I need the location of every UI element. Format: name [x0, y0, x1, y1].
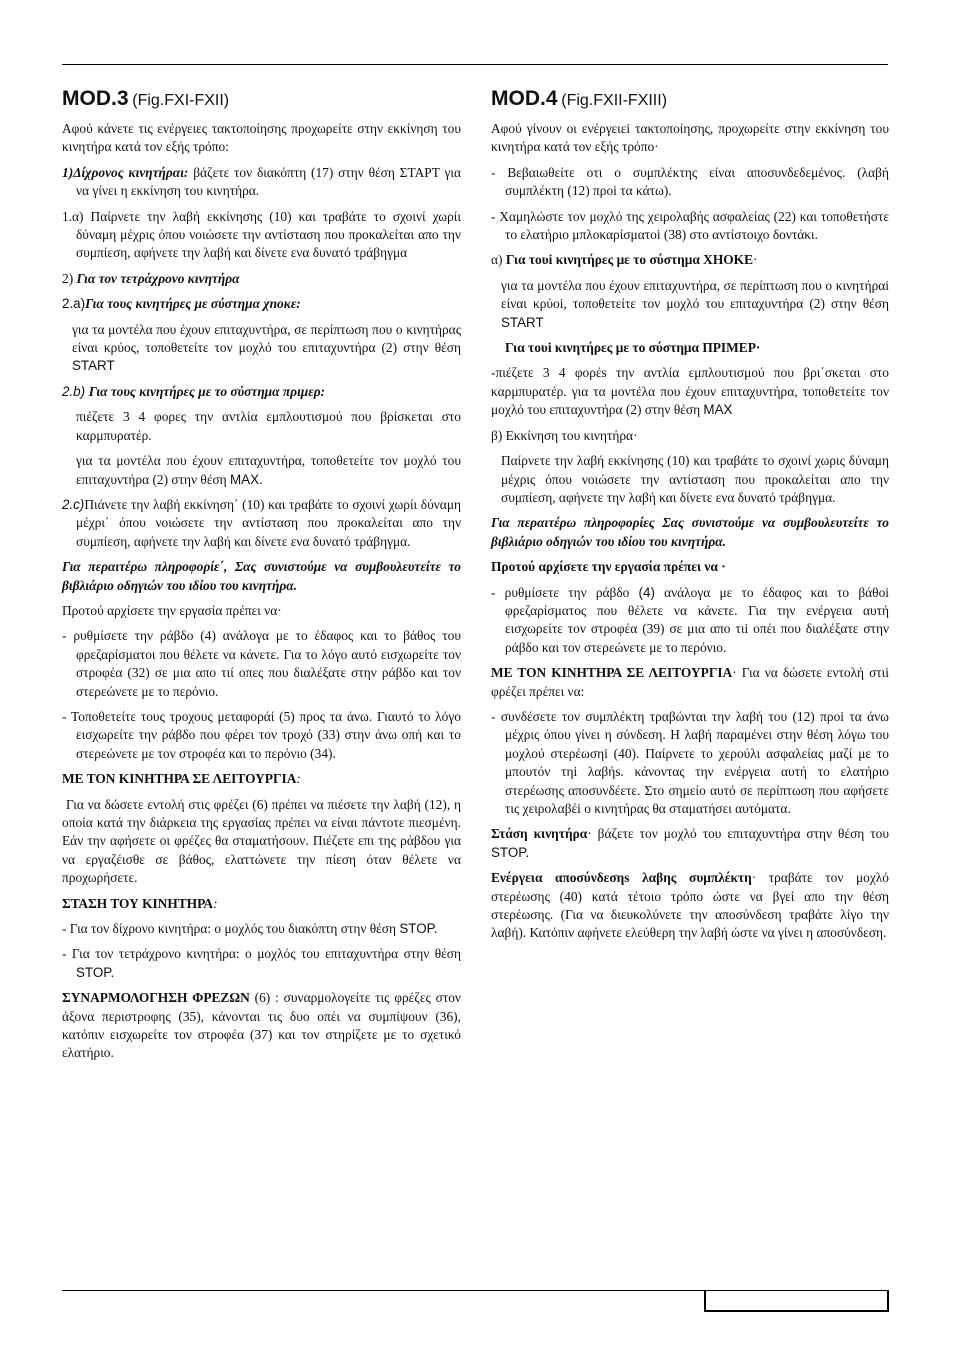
paragraph [62, 270, 461, 288]
paragraph: Προτού αρχίσετε την εργασία πρέπει να· [62, 602, 282, 618]
text: : [213, 895, 218, 911]
paragraph [62, 383, 461, 401]
text: STOP. [76, 964, 115, 980]
text: (6) : συναρμολογείτε τις φρέζες στον άξονα περιστροφης (35), κάνονται τις δυο οπέι να συμπίψουν (36), κατόπιν εισχωρείτε τον στροφέα (37) και τον στηρίζετε με το σχετικό ελατήριο. [62, 990, 461, 1061]
text: 2.c) [62, 496, 85, 512]
text: για τα μοντέλα που έχουν επιταχυντήρα, σε περίπτωση που ο κινητήρας είναι κρύος, τοποθετείτε τον μοχλό του επιταχυντήρα (2) στην θέση [72, 321, 461, 356]
paragraph: Για τουi κινητήρες με το σύστημα ΠΡΙΜΕΡ· [505, 340, 761, 356]
bold-lead: ΣΤΑΣΗ ΤΟΥ ΚΙΝΗΤΗΡΑ [62, 895, 214, 911]
paragraph: - Τοποθετείτε τους τροχους μεταφοράί (5) προς τα άνω. Γιαυτό το λόγο εισχωρείτε την ράβδο που φέρει τον τροχό (33) στην άνω οπή και το στερεώνετε με τον στροφέα και το περόνιο (34). [62, 708, 461, 761]
paragraph [62, 770, 461, 788]
paragraph: Αφού κάνετε τις ενέργειες τακτοποίησης προχωρείτε στην εκκίνηση του κινητήρα κατά τον εξής τρόπο: [62, 121, 461, 155]
text: 2) [62, 270, 77, 286]
text: STOP. [399, 921, 438, 937]
text: START [72, 358, 115, 374]
text: - ρυθμίσετε την ράβδο [491, 584, 639, 600]
text: - Για τον δίχρονο κινητήρα: ο μοχλός του διακόπτη στην θέση [62, 921, 400, 937]
text: · βάζετε τον μοχλό του επιταχυντήρα στην θέση του [587, 826, 889, 842]
text: · Για να δώσετε εντολή στιi φρέζει πρέπει να: [491, 665, 889, 699]
paragraph [491, 584, 889, 658]
text: 2.b) [62, 383, 89, 399]
paragraph [491, 664, 889, 701]
figure-reference: (Fig.FXI-FXII) [132, 92, 230, 109]
paragraph [491, 277, 889, 332]
section-title: MOD.3 [62, 87, 129, 110]
text: για τα μοντέλα που έχουν επιταχυντήρα, σε περίπτωση που ο κινητήραi είναι κρύοi, τοποθετείτε τον μοχλό του επιταχυντήρα (2) στην θέση [501, 277, 889, 312]
page-number-box [704, 1290, 889, 1312]
paragraph: 1.α) Παίρνετε την λαβή εκκίνησης (10) και τραβάτε το σχοινί χωρίι δύναμη μέχρις όπου νοιώσετε την αντίσταση που προκαλείται απο την συμπίεση, αφήνετε την λαβή και δίνετε ενα δυνατό τράβηγμα [62, 208, 461, 261]
bold-lead: Για τουi κινητήρες με το σύστημα ΧΗΟΚΕ [505, 252, 754, 268]
paragraph [491, 825, 889, 862]
paragraph: Αφού γίνουν οι ενέργειεi τακτοποίησης, προχωρείτε στην εκκίνηση του κινητήρα κατά τον εξής τρόπο· [491, 121, 889, 155]
bold-lead: Στάση κινητήρα [491, 826, 588, 842]
right-column [491, 86, 889, 950]
text: STOP. [491, 844, 530, 860]
paragraph: - συνδέσετε τον συμπλέκτη τραβώνται την λαβή του (12) προi τα άνω μέχρις όπου γίνει η σύνδεση. Η λαβή παραμένει στην θέση λόγω του μοχλού στερέωσηi (40). Παίρνετε το χερούλι ασφαλείας μαζί με το μπουτόν τηi λαβήs. κάνοντας την ενέργεια αυτή το ελατήριο στερέωσης αποσυνδέετε. Στο σημείο αυτό σε περίπτωση που αφήσετε τις χειρολαβέi ο κινητήρας θα σταματήσει αυτόματα. [491, 708, 889, 816]
text: α) [491, 252, 506, 268]
bold-lead: Ενέργεια αποσύνδεσηs λαβης συμπλέκτη [491, 870, 752, 886]
paragraph: - ρυθμίσετε την ράβδο (4) ανάλογα με το έδαφος και το βάθος του φρεζαρίσματοι που θέλετε να κάνετε. Για το λόγο αυτό εισχωρείτε τον στροφέα (32) σε μια απο τιί οπες που διαλέξατε στην ράβδο και τον στερεώνετε με το περόνιο. [62, 628, 461, 699]
bold-lead: ΣΥΝΑΡΜΟΛΟΓΗΣΗ ΦΡΕΖΩΝ [62, 990, 250, 1006]
bold-lead: Για τους κινητήρες με σύστημα χnοκε: [85, 296, 301, 312]
text: · τραβάτε τον μοχλό στερέωσης (40) κατά τέτοιο τρόπο ώστε να βγεί απο την θέση στερέωσης. (Για να διευκολύνετε την αποσύνδεση τραβάτε λίγο την λαβή). Κατόπιν αφήνετε ελεύθερη την λαβή ώστε να γίνει η αποσύνδεση. [491, 870, 889, 941]
paragraph: - Χαμηλώστε τον μοχλό της χειρολαβής ασφαλείας (22) και τοποθετήστε το ελατήριο μπλοκαρίσματοi (38) στο αντίστοιχο δοντάκι. [491, 208, 889, 243]
text: MAX. [230, 471, 263, 487]
text: ανάλογα με το έδαφος και το βάθοi φρεζαρίσματος που θέλετε να κάνετε. Για την ενέργεια αυτή εισχωρείτε τον στροφέα (39) σε μια απο τιi οπέι που διαλέξατε στην ράβδο και τον στερεώνετε με το περόνιο. [505, 584, 889, 655]
paragraph [491, 869, 889, 943]
text: βάζετε τον διακόπτη (17) στην θέση ΣΤΑΡΤ για να γίνει η εκκίνηση του κινητήρα. [76, 164, 461, 199]
text: -πιέζετε 3 4 φορέs την αντλία εμπλουτισμού που βρι΄σκεται στο καρμπυρατέρ. για τα μοντέλα που έχουν επιταχυντήρα, τοποθετείτε τον μοχλό του επιταχυντήρα (2) στην θέση [491, 365, 889, 418]
paragraph [62, 295, 461, 313]
paragraph: Παίρνετε την λαβή εκκίνησης (10) και τραβάτε το σχοινί χωρις δύναμη μέχρις όπου νοιώσετε την αντίσταση που προκαλείται απο την συμπίεση, αφήνετε την λαβή και δίνετε ενα δυνατό τράβηγμα. [501, 453, 889, 505]
text: START [501, 314, 544, 330]
paragraph [62, 989, 461, 1063]
bold-lead: ΜΕ ΤΟΝ ΚΙΝΗΤΗΡΑ ΣΕ ΛΕΙΤΟΥΡΓΙΑ [62, 771, 297, 787]
paragraph [62, 920, 461, 938]
section-heading-mod4 [491, 86, 889, 112]
text: Πιάνετε την λαβή εκκίνηση΄ (10) και τραβάτε το σχοινί χωρίι δύναμη μέχρι΄ όπου νοιώσετε την αντίσταση που προκαλείται απο την συμπίεση, αφήνετε την λαβή και δίνετε ενα δυνατό τράβηγμα. [76, 496, 461, 549]
left-column [62, 86, 461, 1070]
paragraph [62, 452, 461, 489]
top-rule [62, 64, 888, 65]
text: (4) [638, 584, 655, 600]
paragraph: Για περαιτέρω πληροφορίε΄, Σας συνιστούμε να συμβουλευτείτε το βιβλιάριο οδηγιών του ιδίου του κινητήρα. [62, 559, 461, 593]
paragraph: β) Εκκίνηση του κινητήρα· [491, 427, 638, 443]
paragraph: Για περαιτέρω πληροφορίες Σας συνιστούμε να συμβουλευτείτε το βιβλιάριο οδηγιών του ιδίου του κινητήρα. [491, 515, 889, 549]
paragraph: Για να δώσετε εντολή στις φρέζει (6) πρέπει να πιέσετε την λαβή (12), η οποία κατά την διάρκεια της εργασίας πρέπει να είναι πάντοτε πιεσμένη. Εάν την αφήσετε οι φρέζες θα σταματήσουν. Πιέζετε επι της ράβδου για να εργαζέισθε σε βάθος, ελαττώνετε την πίεση όταν θέλετε να προχωρήσετε. [62, 796, 461, 886]
paragraph: πιέζετε 3 4 φορες την αντλία εμπλουτισμού που βρίσκεται στο καρμπυρατέρ. [76, 409, 461, 443]
text: : [296, 771, 301, 787]
paragraph [62, 895, 461, 913]
bold-lead: ΜΕ ΤΟΝ ΚΙΝΗΤΗΡΑ ΣΕ ΛΕΙΤΟΥΡΓΙΑ [491, 665, 733, 681]
text: · [753, 252, 758, 268]
paragraph: Προτού αρχίσετε την εργασία πρέπει να · [491, 559, 726, 575]
paragraph [62, 164, 461, 201]
paragraph [491, 251, 889, 269]
text: 2.a) [62, 296, 86, 312]
text: MAX [703, 402, 733, 418]
paragraph [62, 321, 461, 376]
bold-lead: 1)Δίχρονος κινητήραι: [62, 164, 189, 180]
bold-lead: Για τους κινητήρες με το σύστημα πριμερ: [88, 383, 326, 399]
text: για τα μοντέλα που έχουν επιταχυντήρα, τοποθετείτε τον μοχλό του επιταχυντήρα (2) στην θέση [76, 453, 461, 487]
bold-lead: Για τον τετράχρονο κινητήρα [76, 270, 240, 286]
figure-reference: (Fig.FXII-FXIII) [561, 92, 668, 109]
paragraph [62, 496, 461, 551]
paragraph: - Βεβαιωθείτε οτι ο συμπλέκτης είναι αποσυνδεδεμένος. (λαβή συμπλέκτη (12) προi τα κάτω). [491, 164, 889, 199]
paragraph [491, 364, 889, 419]
section-heading-mod3 [62, 86, 461, 112]
section-title: MOD.4 [491, 87, 558, 110]
text: - Για τον τετράχρονο κινητήρα: ο μοχλός του επιταχυντήρα στην θέση [62, 946, 461, 962]
paragraph [62, 945, 461, 982]
